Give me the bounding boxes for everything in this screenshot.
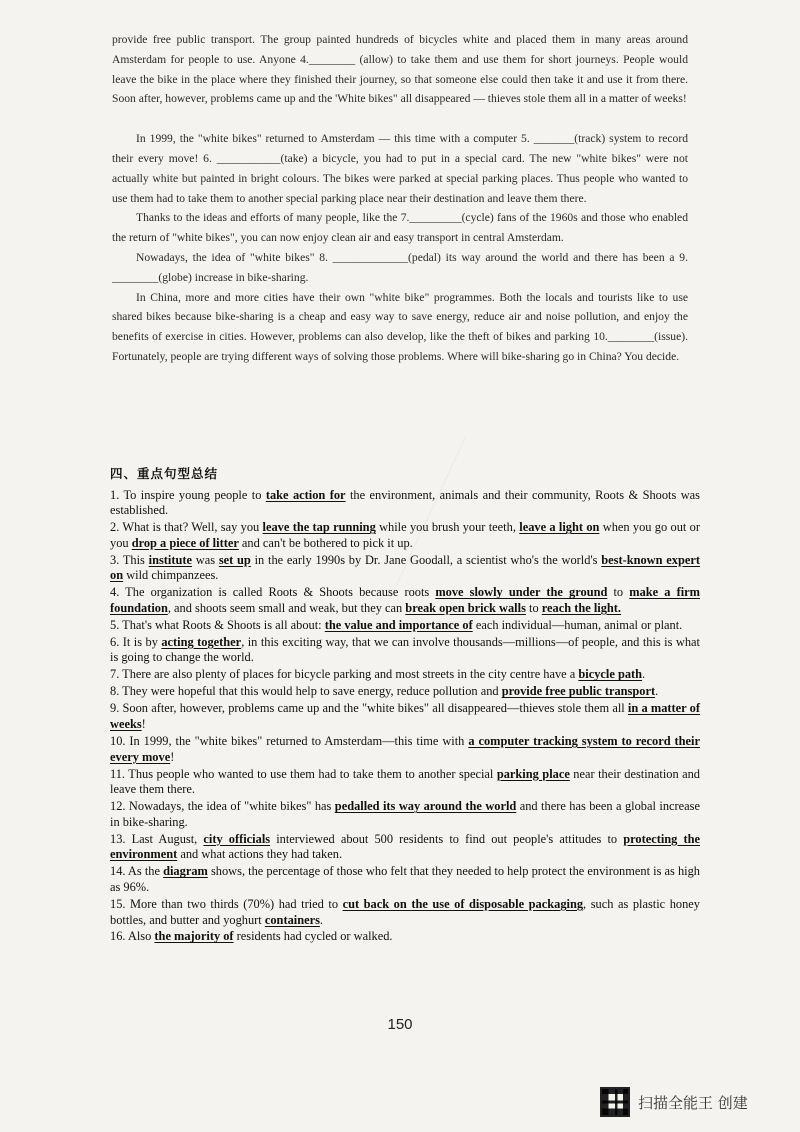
sentence-item	[110, 520, 700, 551]
key-phrase: a computer tracking system to record their every move	[110, 734, 700, 764]
key-phrase: leave the tap running	[262, 520, 376, 535]
qr-code-icon	[600, 1087, 630, 1117]
sentence-text: 16. Also	[110, 929, 155, 944]
sentence-text: , and shoots seem small and weak, but they can	[167, 600, 406, 615]
sentence-text: and can't be bothered to pick it up.	[238, 535, 413, 550]
sentence-text: 3. This	[110, 552, 149, 567]
key-phrase: pedalled its way around the world	[334, 799, 517, 814]
section-title: 四、重点句型总结	[110, 466, 219, 481]
page-number: 150	[387, 1016, 413, 1033]
key-phrase: provide free public transport	[501, 684, 656, 699]
sentence-list	[110, 488, 700, 945]
reading-passage	[112, 30, 688, 367]
sentence-text: was	[192, 552, 219, 567]
key-phrase: break open brick walls	[405, 600, 526, 615]
key-phrase: parking place	[496, 766, 570, 781]
sentence-text: each individual—human, animal or plant.	[472, 617, 683, 632]
sentence-text: residents had cycled or walked.	[233, 929, 393, 944]
sentence-item	[110, 929, 700, 945]
sentence-text: to	[525, 600, 542, 615]
sentence-text: !	[141, 717, 146, 732]
key-phrase: reach the light.	[541, 600, 622, 615]
key-phrase: set up	[218, 552, 251, 567]
key-phrase: leave a light on	[519, 520, 600, 535]
sentence-text: !	[170, 749, 175, 764]
sentence-text: 12. Nowadays, the idea of "white bikes" has	[110, 799, 335, 814]
sentence-text: while you brush your teeth,	[375, 520, 520, 535]
sentence-text: near their destination and leave them there.	[110, 766, 701, 797]
key-phrase: cut back on the use of disposable packaging	[342, 896, 584, 911]
sentence-item	[110, 684, 700, 700]
sentence-text: 2. What is that? Well, say you	[110, 520, 263, 535]
sentence-text: .	[319, 912, 324, 927]
passage-paragraph: provide free public transport. The group painted hundreds of bicycles white and placed them in many areas around Amsterdam for people to use. Anyone 4.________ (allow) to take them and use them for short journeys. People would leave the bike in the place where they finished their journey, so that someone else could then take it and use it from there. Soon after, however, problems came up and the 'White bikes" all disappeared — thieves stole them all in a matter of weeks!	[112, 33, 688, 106]
key-phrase: acting together	[161, 634, 242, 649]
sentence-item	[110, 635, 700, 666]
sentence-text: and there has been a global increase in bike-sharing.	[110, 799, 700, 829]
sentence-text: 4. The organization is called Roots & Shoots because roots	[110, 585, 436, 600]
key-phrase: best-known expert on	[110, 552, 700, 583]
key-phrase: containers	[264, 912, 320, 927]
key-phrase: take action for	[265, 487, 346, 502]
sentence-item	[110, 701, 700, 732]
sentence-text: the environment, animals and their community, Roots & Shoots was established.	[110, 487, 700, 518]
sentence-item	[110, 553, 700, 584]
key-phrase: in a matter of weeks	[110, 701, 700, 732]
sentence-text: 14. As the	[110, 864, 164, 879]
sentence-text: 10. In 1999, the "white bikes" returned to Amsterdam—this time with	[110, 734, 469, 749]
sentence-text: wild chimpanzees.	[123, 568, 219, 583]
sentence-text: 7. There are also plenty of places for bicycle parking and most streets in the city centre have a	[110, 667, 579, 682]
sentence-text: 11. Thus people who wanted to use them had to take them to another special	[110, 766, 497, 781]
sentence-text: , such as plastic honey bottles, and butter and yoghurt	[110, 896, 700, 927]
sentence-text: 15. More than two thirds (70%) had tried to	[110, 896, 343, 911]
sentence-text: in the early 1990s by Dr. Jane Goodall, a scientist who's the world's	[250, 552, 602, 567]
sentence-item	[110, 734, 700, 765]
scanner-footer	[600, 1084, 790, 1120]
sentence-text: 5. That's what Roots & Shoots is all about:	[110, 617, 325, 632]
sentence-text: 9. Soon after, however, problems came up and the "white bikes" all disappeared—thieves stole them all	[110, 701, 628, 716]
key-phrase: the value and importance of	[324, 617, 473, 632]
key-sentences-section	[110, 466, 700, 946]
sentence-item	[110, 897, 700, 928]
sentence-text: 6. It is by	[110, 634, 162, 649]
sentence-text: 8. They were hopeful that this would help to save energy, reduce pollution and	[110, 684, 502, 699]
sentence-item	[110, 864, 700, 895]
scanner-brand-text: 扫描全能王 创建	[638, 1093, 748, 1112]
sentence-text: 13. Last August,	[110, 831, 204, 846]
sentence-item	[110, 488, 700, 519]
passage-paragraph: In 1999, the "white bikes" returned to Amsterdam — this time with a computer 5. _______(track) system to record their every move! 6. ___________(take) a bicycle, you had to put in a special card. The new "white bikes" were not actually white but painted in bright colours. The bikes were parked at special parking places. Thus people who wanted to use them had to take them to another special parking place near their destination and leave them there.	[112, 132, 688, 205]
key-phrase: institute	[148, 552, 193, 567]
key-phrase: bicycle path	[578, 667, 643, 682]
sentence-text: 1. To inspire young people to	[110, 487, 266, 502]
passage-paragraph: Thanks to the ideas and efforts of many people, like the 7._________(cycle) fans of the 1960s and those who enabled the return of "white bikes", you can now enjoy clean air and easy transport in central Amsterdam.	[112, 211, 688, 245]
sentence-text: and what actions they had taken.	[177, 847, 343, 862]
key-phrase: diagram	[163, 864, 208, 879]
key-phrase: drop a piece of litter	[131, 535, 239, 550]
passage-paragraph: In China, more and more cities have their own "white bike" programmes. Both the locals and tourists like to use shared bikes because bike-sharing is a cheap and easy way to save energy, reduce air and noise pollution, and enjoy the benefits of exercise in cities. However, problems can also develop, like the theft of bikes and parking 10.________(issue). Fortunately, people are trying different ways of solving those problems. Where will bike-sharing go in China? You decide.	[112, 290, 688, 363]
key-phrase: protecting the environment	[110, 831, 700, 862]
key-phrase: move slowly under the ground	[435, 585, 608, 600]
passage-paragraph: Nowadays, the idea of "white bikes" 8. _____________(pedal) its way around the world and there has been a 9. ________(globe) increase in bike-sharing.	[112, 250, 688, 284]
sentence-text: .	[655, 684, 659, 699]
sentence-text: interviewed about 500 residents to find out people's attitudes to	[270, 831, 624, 846]
sentence-item	[110, 767, 700, 798]
sentence-text: to	[607, 585, 630, 600]
key-phrase: city officials	[203, 831, 271, 846]
sentence-text: shows, the percentage of those who felt that they needed to help protect the environment is as high as 96%.	[110, 864, 700, 894]
key-phrase: make a firm foundation	[110, 585, 700, 615]
sentence-text: , in this exciting way, that we can involve thousands—millions—of people, and this is what is going to change the world.	[110, 634, 700, 665]
sentence-item	[110, 667, 700, 683]
sentence-text: when you go out or you	[110, 520, 700, 550]
sentence-item	[110, 832, 700, 863]
key-phrase: the majority of	[154, 929, 234, 944]
sentence-item	[110, 585, 700, 616]
sentence-item	[110, 618, 700, 634]
sentence-item	[110, 799, 700, 830]
sentence-text: .	[642, 667, 646, 682]
